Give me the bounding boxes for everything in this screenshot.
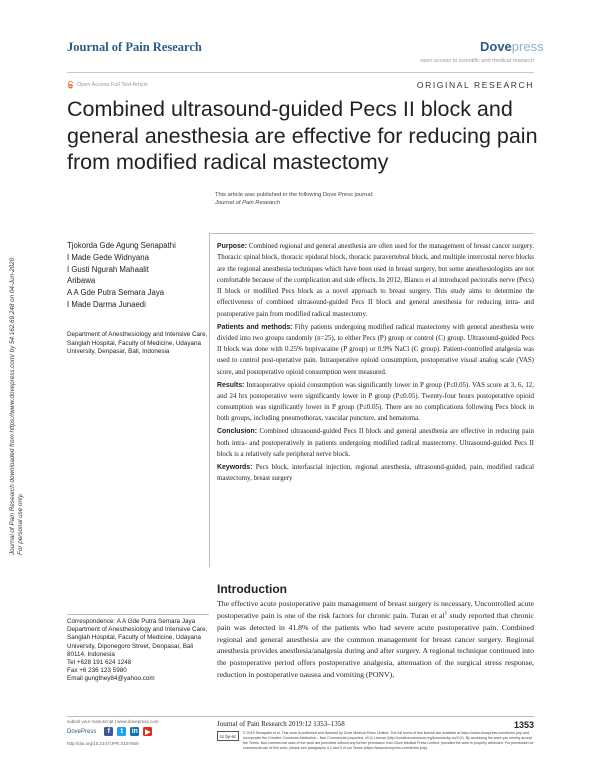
- dovepress-small-logo: DovePress: [67, 728, 97, 735]
- doi-link[interactable]: http://doi.org/10.2147/JPR.S197669: [67, 741, 139, 746]
- author-name: I Made Darma Junaedi: [67, 299, 146, 309]
- article-title: Combined ultrasound-guided Pecs II block and general anesthesia are effective for reducing pain from modified radical mastectomy: [67, 97, 538, 174]
- correspondence-label: Correspondence: A A Gde Putra Semara Jaya: [67, 618, 196, 625]
- author-name: I Gusti Ngurah Mahaalit: [67, 264, 149, 274]
- submit-link[interactable]: submit your manuscript | www.dovepress.com: [67, 719, 159, 724]
- publisher-logo-light: press: [511, 39, 544, 54]
- watermark-line-2: For personal use only.: [17, 493, 24, 555]
- intro-body: [217, 598, 534, 681]
- abstract-purpose: [217, 241, 534, 320]
- linkedin-icon[interactable]: in: [131, 728, 138, 735]
- open-access-label: Open Access Full Text Article: [77, 82, 148, 88]
- author-name: I Made Gede Widnyana: [67, 252, 149, 262]
- social-icons: [67, 727, 152, 736]
- license-block: [217, 731, 534, 751]
- publication-note-journal: Journal of Pain Research: [215, 200, 281, 206]
- author-name: Tjokorda Gde Agung Senapathi: [67, 241, 176, 250]
- abstract-keywords: [217, 462, 534, 485]
- twitter-icon[interactable]: t: [117, 727, 126, 736]
- article-type: ORIGINAL RESEARCH: [416, 80, 534, 90]
- abstract-results-label: Results:: [217, 381, 245, 389]
- abstract-conclusion-text: Combined ultrasound-guided Pecs II block and general anesthesia are effective in reducing pain both intra- and postoperatively in patients undergoing modified radical mastectomy. Ultrasound-guided Pecs II block is a relatively safe peripheral nerve block.: [217, 427, 534, 458]
- affiliation: Department of Anesthesiology and Intensive Care, Sanglah Hospital, Faculty of Medicine, Udayana University, Denpasar, Bali, Indonesia: [67, 331, 208, 355]
- header-rule: [67, 72, 534, 73]
- abstract-methods: [217, 322, 534, 378]
- author-name: A A Gde Putra Semara Jaya: [67, 288, 165, 298]
- intro-heading: Introduction: [217, 582, 287, 596]
- correspondence-rule: [67, 614, 209, 615]
- author-name: Aribawa: [67, 276, 96, 286]
- license-text: © 2019 Senapathi et al. This work is published and licensed by Dove Medical Press Limited. The full terms of this license are available at https://www.dovepress.com/terms.php and incorporate the Creative Commons Attribution – Non Commercial (unported, v3.0) License (http://creativecommons.org/licenses/by-nc/3.0/). By accessing the work you hereby accept the Terms. Non-commercial uses of the work are permitted without any further permission from Dove Medical Press Limited, provided the work is properly attributed. For permission for commercial use of this work, please see paragraphs 4.2 and 5 of our Terms (https://www.dovepress.com/terms.php).: [243, 731, 534, 751]
- open-access-icon: [67, 81, 74, 89]
- correspondence-block: [67, 618, 209, 684]
- publisher-tagline: open access to scientific and medical research: [420, 58, 534, 64]
- publication-note-line: This article was published in the following Dove Press journal:: [215, 192, 374, 198]
- publisher-logo-bold: Dove: [480, 39, 512, 54]
- correspondence-fax: Fax +6 236 123 5980: [67, 667, 127, 675]
- correspondence-tel: Tel +628 191 624 1248: [67, 659, 132, 667]
- abstract-methods-text: Fifty patients undergoing modified radical mastectomy with general anesthesia were divided into two groups randomly (n=25), to either Pecs (P) group or control (C) group. Ultrasound-guided Pecs II block was done with 0.25% bupivacaine (P group) or 0.9% NaCl (C group). Patient-controlled analgesia was used to control post-operative pain. Intraoperative opioid consumption, postoperative visual analog scale (VAS) score, and postoperative opioid consumption were measured.: [217, 322, 534, 376]
- abstract-methods-label: Patients and methods:: [217, 323, 293, 331]
- intro-text-1: The effective acute postoperative pain management of breast surgery is necessary. Uncontrolled acute postoperative pain is one of the risk factors for chronic pain. Turan et al: [217, 599, 534, 620]
- abstract-purpose-label: Purpose:: [217, 243, 248, 250]
- abstract-keywords-label: Keywords:: [217, 463, 253, 471]
- abstract-keywords-text: Pecs block, interfascial injection, regional anesthesia, ultrasound-guided, pain, modified radical mastectomy, breast surgery: [217, 462, 535, 482]
- abstract-results-text: Intraoperative opioid consumption was significantly lower in P group (P≤0.05). VAS score at 3, 6, 12, and 24 hrs postoperative were significantly lower in P group (P≤0.05). Twenty-four hours postoperative opioid consumption was significantly lower in P group (P≤0.05). There are no complications following Pecs block in both groups, including pneumothorax, vascular puncture, and hematoma.: [217, 380, 534, 423]
- intro-text-2: study reported that chronic pain was detected in 41.8% of the patients who had severe acute postoperative pain. Combined regional and general anesthesia are the common management for breast cancer surgery. Regional anesthesia provides anesthesia/analgesia during and after surgery. A regional technique continued into the postoperative period offers postoperative analgesia, attenuation of the surgical stress response, reduction in postoperative nausea and vomiting (PONV),: [217, 610, 535, 680]
- abstract-results: [217, 380, 534, 425]
- publication-note: [215, 191, 374, 207]
- publisher-logo: [480, 39, 544, 54]
- correspondence-address: Department of Anesthesiology and Intensive Care, Sanglah Hospital, Faculty of Medicine, Udayana University, Diponegoro Street, Denpasar, Bali 80114, Indonesia: [67, 626, 208, 658]
- cc-license-badge[interactable]: cc by-nc: [217, 731, 239, 741]
- journal-name: Journal of Pain Research: [67, 40, 202, 54]
- watermark-line-1: Journal of Pain Research downloaded from https://www.dovepress.com/ by 54.162.69.248 on 04-Jun-2020: [9, 257, 16, 555]
- youtube-icon[interactable]: ▶: [145, 728, 151, 736]
- citation-line: Journal of Pain Research 2019:12 1353–1358: [217, 720, 345, 728]
- abstract-conclusion: [217, 426, 534, 460]
- correspondence-email[interactable]: Email gungthey84@yahoo.com: [67, 675, 155, 683]
- abstract-box: [209, 233, 534, 567]
- open-access-note: [67, 81, 148, 89]
- abstract-conclusion-label: Conclusion:: [217, 428, 258, 436]
- reference-marker[interactable]: 1: [444, 611, 448, 617]
- author-list: [67, 240, 209, 311]
- download-watermark: [9, 155, 23, 555]
- footer-rule: [67, 716, 534, 717]
- facebook-icon[interactable]: f: [104, 727, 113, 736]
- abstract-purpose-text: Combined regional and general anesthesia are often used for the management of breast cancer surgery. Thoracic spinal block, thoracic epidural block, thoracic paravertebral block, and multiple intercostal nerve blocks are the regional anesthesia techniques which have been used in breast surgery, but some anesthesiologists are not comfortable because of the complication and side effects. In 2012, Blanco et al introduced pectoralis nerve (Pecs) II block or modified Pecs block as a novel approach to breast surgery. This study aims to determine the effectiveness of combined ultrasound-guided Pecs II block and general anesthesia for reducing intra- and postoperative pain from modified radical mastectomy.: [217, 242, 534, 318]
- page-number: 1353: [513, 720, 534, 730]
